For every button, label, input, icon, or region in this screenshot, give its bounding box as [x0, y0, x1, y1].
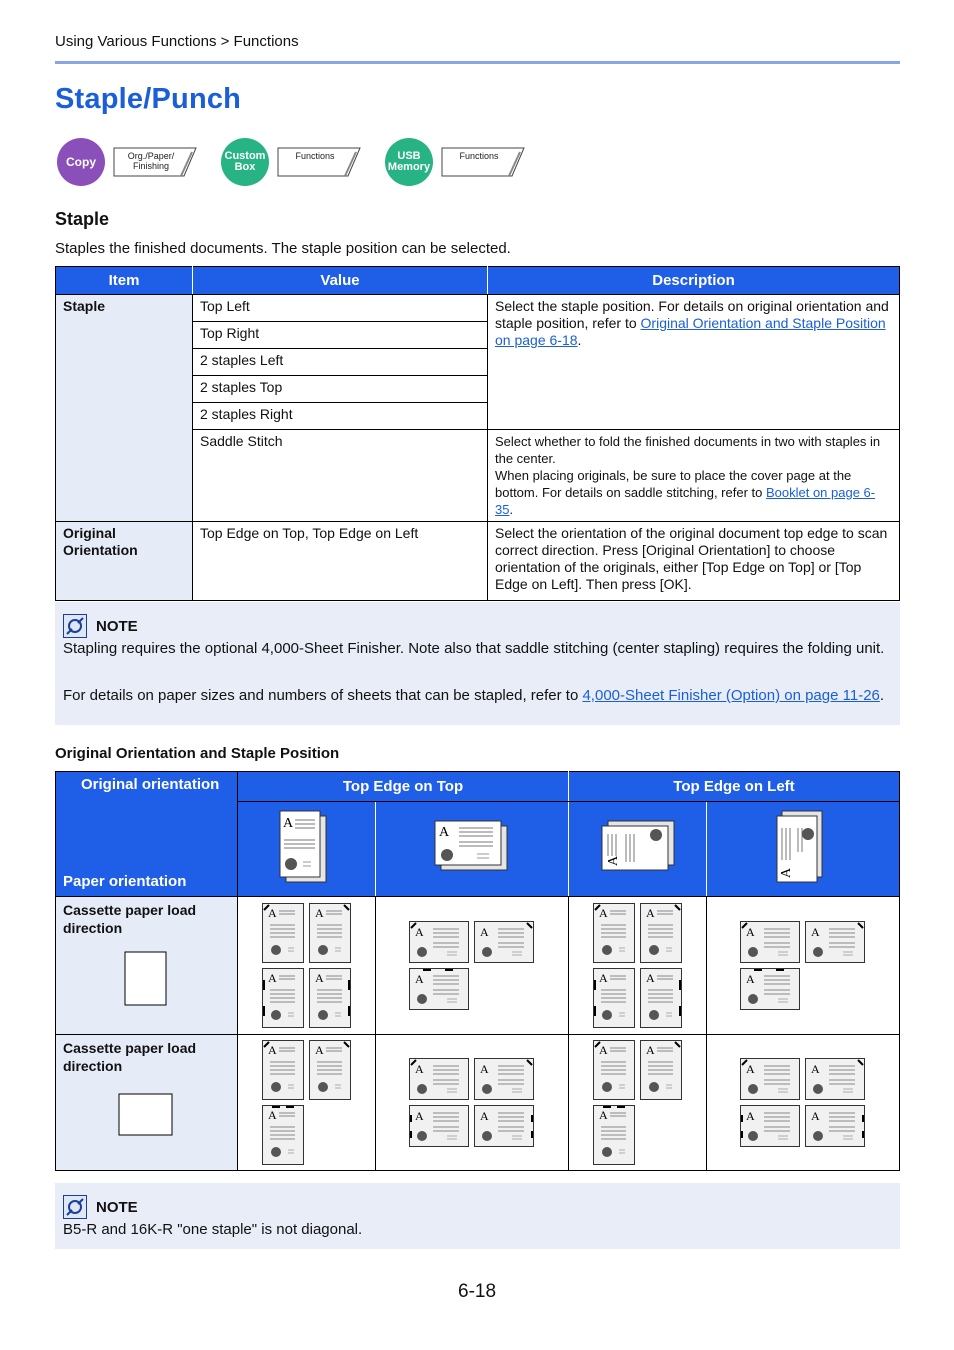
stapled-sheet-icon: [309, 968, 351, 1028]
stapled-sheet-icon: [640, 903, 682, 963]
stapled-sheet-icon: [740, 921, 800, 963]
svg-text:A: A: [314, 906, 324, 920]
staple-cell: [238, 1035, 376, 1171]
svg-text:A: A: [415, 925, 425, 939]
svg-text:A: A: [415, 972, 425, 986]
stapled-sheet-icon: [262, 968, 304, 1028]
value-2-staples-top: 2 staples Top: [193, 376, 488, 403]
note-icon: [63, 614, 87, 638]
page-title: Staple/Punch: [55, 83, 242, 115]
svg-text:A: A: [746, 972, 756, 986]
staple-cell: [375, 1035, 568, 1171]
stapled-sheet-icon: [805, 1058, 865, 1100]
corner-header: [56, 772, 238, 897]
header-rule: [55, 61, 900, 64]
svg-text:A: A: [415, 1109, 425, 1123]
stapled-sheet-icon: [640, 1040, 682, 1100]
svg-text:A: A: [438, 825, 450, 840]
desc-text: Select the staple position. For details on original orientation and staple position, refer to: [495, 298, 889, 331]
note-text-2: [63, 686, 890, 705]
stapled-sheet-icon: [593, 968, 635, 1028]
staple-diagram-grid: [409, 1058, 534, 1147]
stapled-sheet-icon: [805, 1105, 865, 1147]
note-box-2: [55, 1183, 900, 1249]
note-text-pre: For details on paper sizes and numbers of sheets that can be stapled, refer to: [63, 687, 583, 704]
custom-box-path-tag: [277, 147, 361, 177]
staple-diagram-grid: [593, 1040, 682, 1165]
note-text-post: .: [879, 687, 885, 704]
stapled-sheet-icon: [474, 921, 534, 963]
staple-diagram-grid: [409, 921, 534, 1010]
svg-text:A: A: [645, 971, 655, 985]
usb-path-text: Functions: [459, 151, 499, 161]
landscape-rotated-document-icon: [596, 818, 678, 880]
page-number: 6-18: [458, 1281, 497, 1302]
svg-text:A: A: [746, 925, 756, 939]
staple-diagram-grid: [593, 903, 682, 1028]
saddle-description: [488, 430, 900, 522]
saddle-desc-line-2: [495, 467, 892, 518]
value-2-staples-right: 2 staples Right: [193, 403, 488, 430]
table-row: [56, 295, 900, 322]
stapled-sheet-icon: [640, 968, 682, 1028]
custom-box-mode-icon: Custom Box: [221, 138, 269, 186]
row-cassette-portrait: [56, 897, 238, 1035]
stapled-sheet-icon: [740, 1105, 800, 1147]
copy-mode-icon: Copy: [57, 138, 105, 186]
header-top-edge-on-top: Top Edge on Top: [238, 772, 569, 802]
original-orientation-description: Select the orientation of the original document top edge to scan correct direction. Press [Original Orientation] to choose orientation of the originals, either [Top Edge on Top] or [Top Edge on Left]. Then press [OK].: [488, 522, 900, 601]
orientation-heading: Original Orientation and Staple Position: [55, 745, 340, 762]
svg-text:A: A: [267, 1043, 277, 1057]
note-label: NOTE: [96, 1198, 138, 1216]
value-original-orientation: Top Edge on Top, Top Edge on Left: [193, 522, 488, 601]
saddle-desc-text: When placing originals, be sure to place the cover page at the bottom. For details on saddle stitching, refer to: [495, 468, 852, 500]
svg-text:A: A: [480, 925, 490, 939]
value-top-left: Top Left: [193, 295, 488, 322]
svg-text:A: A: [267, 1108, 277, 1122]
stapled-sheet-icon: [409, 1105, 469, 1147]
staple-intro: Staples the finished documents. The staple position can be selected.: [55, 240, 511, 257]
svg-text:A: A: [267, 971, 277, 985]
stapled-sheet-icon: [740, 1058, 800, 1100]
table-row: [56, 897, 900, 1035]
stapled-sheet-icon: [262, 1105, 304, 1165]
value-saddle-stitch: Saddle Stitch: [193, 430, 488, 522]
svg-text:A: A: [746, 1109, 756, 1123]
note-header: [63, 614, 138, 638]
stapled-sheet-icon: [309, 903, 351, 963]
desc-text-end: .: [577, 332, 582, 348]
saddle-desc-end: .: [509, 502, 514, 517]
staple-cell: [706, 1035, 899, 1171]
stapled-sheet-icon: [309, 1040, 351, 1100]
row-label: Cassette paper load direction: [63, 902, 197, 936]
stapled-sheet-icon: [409, 921, 469, 963]
note-text: B5-R and 16K-R "one staple" is not diagonal.: [63, 1221, 363, 1238]
usb-memory-mode-icon: USB Memory: [385, 138, 433, 186]
value-2-staples-left: 2 staples Left: [193, 349, 488, 376]
svg-text:A: A: [598, 1108, 608, 1122]
function-path-strip: [57, 137, 549, 187]
row-label: Cassette paper load direction: [63, 1040, 197, 1074]
staple-diagram-grid: [262, 903, 351, 1028]
header-item: Item: [56, 267, 193, 295]
paper-landscape-icon: [118, 1093, 174, 1137]
section-heading-staple: Staple: [55, 209, 110, 229]
note-text: Stapling requires the optional 4,000-Sheet Finisher. Note also that saddle stitching (center stapling) requires the folding unit.: [63, 640, 885, 657]
paper-landscape-left: [568, 802, 706, 897]
landscape-document-icon: [431, 818, 513, 880]
table-row: [56, 1035, 900, 1171]
stapled-sheet-icon: [474, 1058, 534, 1100]
stapled-sheet-icon: [805, 921, 865, 963]
staple-cell: [706, 897, 899, 1035]
corner-paper-orientation: Paper orientation: [63, 873, 187, 890]
item-staple: Staple: [56, 295, 193, 522]
finisher-link[interactable]: 4,000-Sheet Finisher (Option) on page 11-26: [582, 687, 880, 704]
header-top-edge-on-left: Top Edge on Left: [568, 772, 899, 802]
svg-text:A: A: [598, 1043, 608, 1057]
svg-text:A: A: [415, 1062, 425, 1076]
svg-text:A: A: [267, 906, 277, 920]
stapled-sheet-icon: [740, 968, 800, 1010]
header-description: Description: [488, 267, 900, 295]
svg-text:A: A: [598, 971, 608, 985]
note-icon: [63, 1195, 87, 1219]
table-header-row: [56, 772, 900, 802]
portrait-rotated-document-icon: [768, 808, 838, 890]
staple-cell: [568, 1035, 706, 1171]
copy-path-tag: [113, 147, 197, 177]
svg-text:A: A: [598, 906, 608, 920]
staple-description: [488, 295, 900, 430]
stapled-sheet-icon: [593, 1105, 635, 1165]
booklet-link[interactable]: Booklet on page 6-35: [495, 485, 876, 517]
copy-path-text: Org./Paper/ Finishing: [127, 151, 175, 171]
corner-original-orientation: Original orientation: [81, 776, 220, 793]
staple-diagram-grid: [262, 1040, 351, 1165]
stapled-sheet-icon: [262, 903, 304, 963]
note-label: NOTE: [96, 617, 138, 635]
row-cassette-landscape: [56, 1035, 238, 1171]
value-top-right: Top Right: [193, 322, 488, 349]
paper-portrait-left: [706, 802, 899, 897]
custom-box-path-text: Functions: [295, 151, 335, 161]
svg-text:A: A: [811, 1109, 821, 1123]
portrait-document-icon: [271, 808, 341, 890]
svg-text:A: A: [746, 1062, 756, 1076]
paper-landscape-top: [375, 802, 568, 897]
usb-path-tag: [441, 147, 525, 177]
stapled-sheet-icon: [262, 1040, 304, 1100]
table-row: [56, 522, 900, 601]
svg-text:A: A: [645, 906, 655, 920]
note-header: [63, 1195, 138, 1219]
svg-text:A: A: [314, 971, 324, 985]
svg-text:A: A: [606, 855, 622, 866]
staple-cell: [568, 897, 706, 1035]
svg-text:A: A: [645, 1043, 655, 1057]
breadcrumb: Using Various Functions > Functions: [55, 33, 299, 50]
svg-text:A: A: [811, 1062, 821, 1076]
svg-text:A: A: [480, 1109, 490, 1123]
stapled-sheet-icon: [474, 1105, 534, 1147]
svg-text:A: A: [283, 816, 294, 831]
orientation-staple-table: [55, 771, 900, 1171]
saddle-desc-line: Select whether to fold the finished documents in two with staples in the center.: [495, 434, 881, 466]
staple-diagram-grid: [740, 1058, 865, 1147]
stapled-sheet-icon: [409, 968, 469, 1010]
table-header-row: [56, 267, 900, 295]
stapled-sheet-icon: [593, 903, 635, 963]
staple-cell: [238, 897, 376, 1035]
paper-portrait-icon: [124, 951, 168, 1007]
svg-text:A: A: [811, 925, 821, 939]
staple-cell: [375, 897, 568, 1035]
svg-text:A: A: [480, 1062, 490, 1076]
stapled-sheet-icon: [409, 1058, 469, 1100]
svg-text:A: A: [314, 1043, 324, 1057]
staple-settings-table: [55, 266, 900, 601]
paper-portrait-top: [238, 802, 376, 897]
item-original-orientation: Original Orientation: [56, 522, 193, 601]
svg-text:A: A: [778, 867, 794, 878]
header-value: Value: [193, 267, 488, 295]
orientation-link[interactable]: Original Orientation and Staple Position on page 6-18: [495, 315, 886, 348]
stapled-sheet-icon: [593, 1040, 635, 1100]
note-box: [55, 602, 900, 725]
staple-diagram-grid: [740, 921, 865, 1010]
